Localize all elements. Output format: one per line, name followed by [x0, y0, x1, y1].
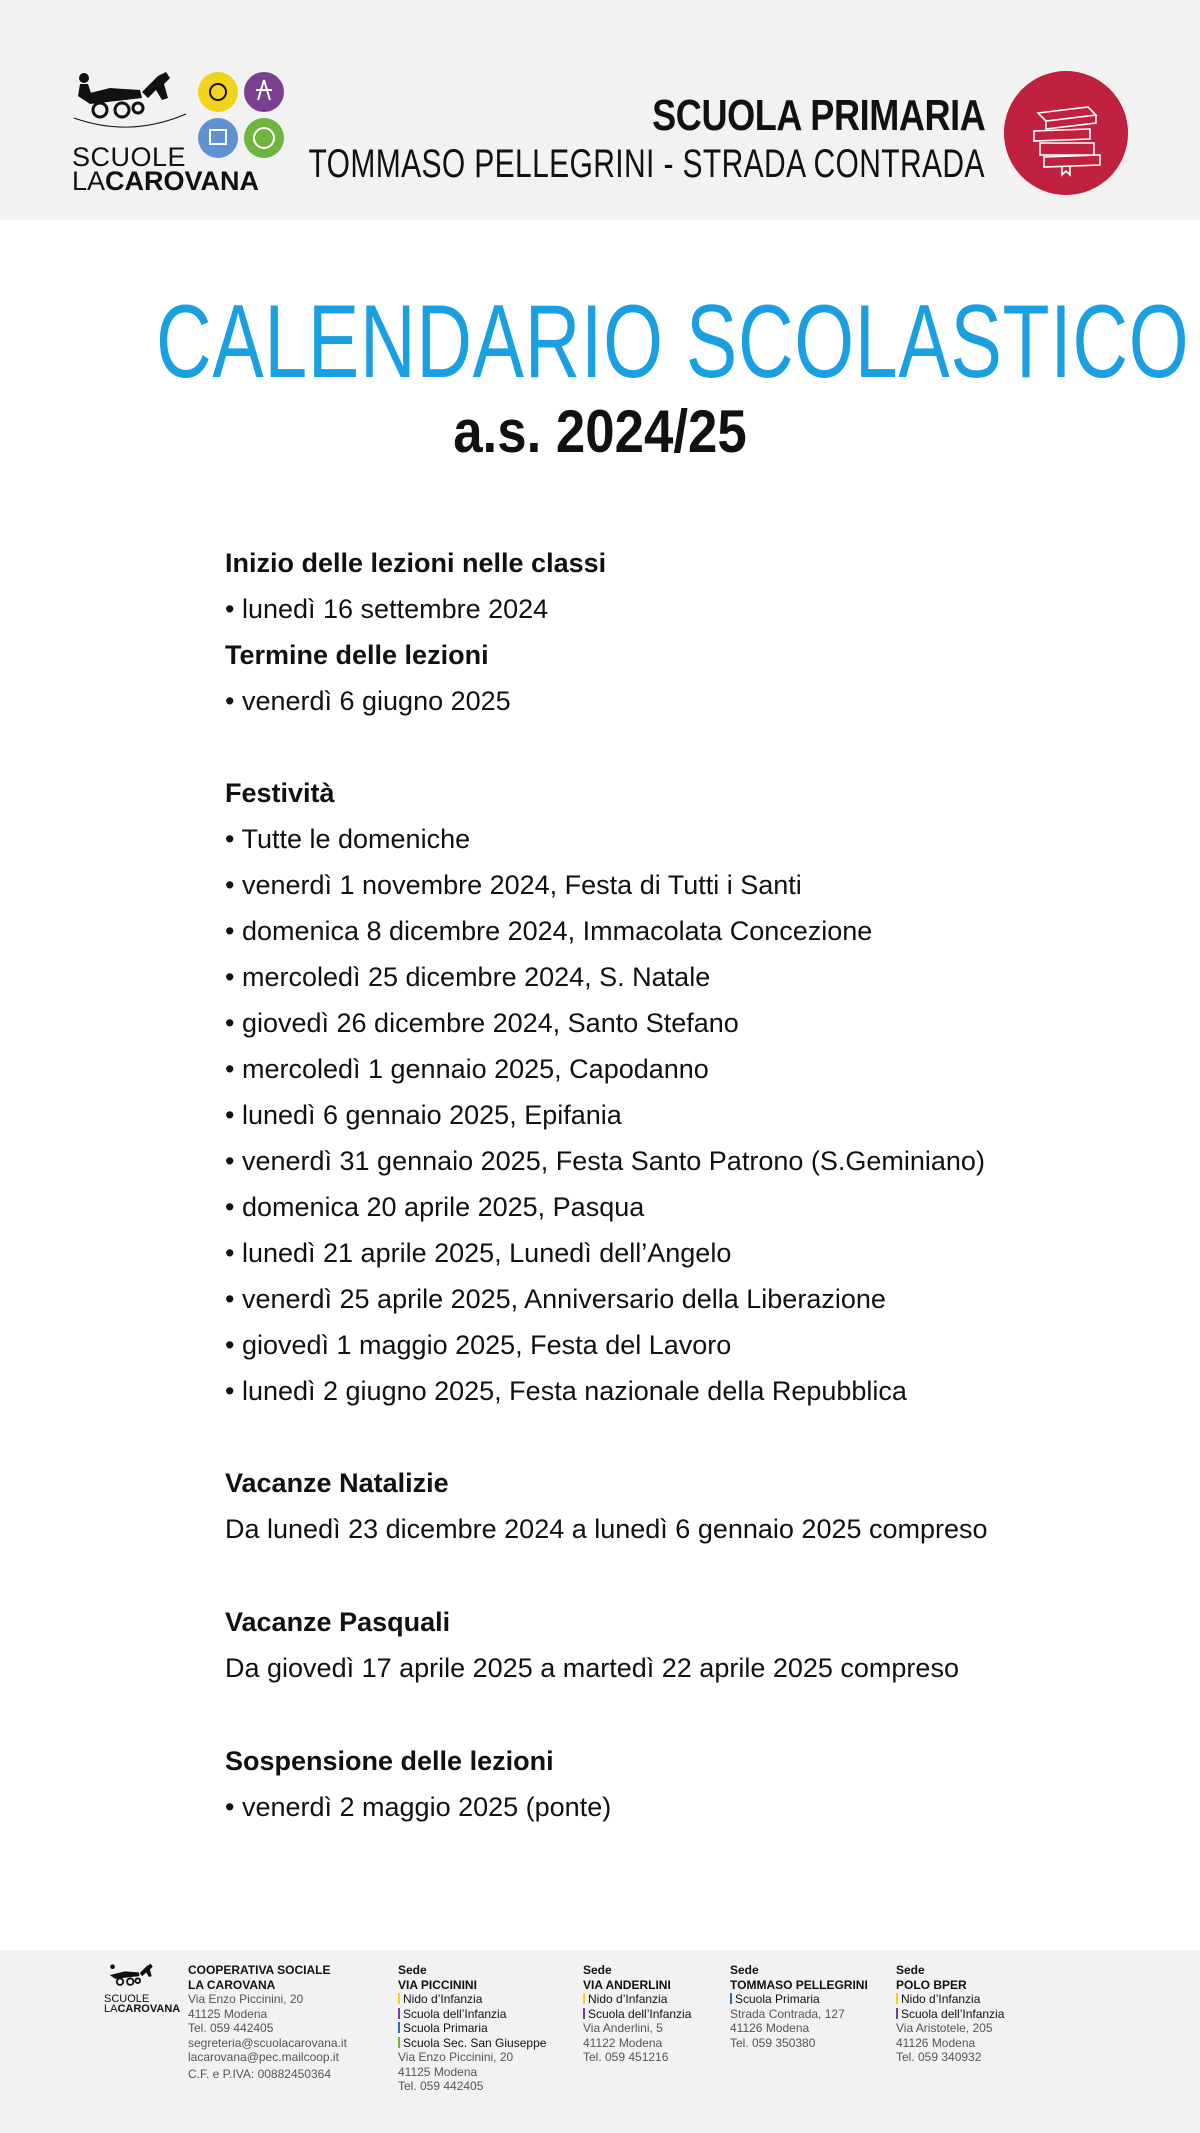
school-title: SCUOLA PRIMARIA	[651, 91, 985, 140]
sede-label: Sede	[896, 1963, 925, 1977]
section-heading-inizio: Inizio delle lezioni nelle classi	[225, 548, 607, 578]
list-item: • venerdì 25 aprile 2025, Anniversario della Liberazione	[225, 1284, 886, 1314]
section-heading-sospensione: Sospensione delle lezioni	[225, 1746, 554, 1776]
school-item: Scuola Sec. San Giuseppe	[398, 2036, 546, 2051]
section-heading-natalizie: Vacanze Natalizie	[225, 1468, 449, 1498]
carovana-cart-icon	[70, 68, 190, 132]
coop-name: COOPERATIVA SOCIALE	[188, 1963, 331, 1977]
footer	[0, 1950, 1200, 2133]
school-item: Nido d’Infanzia	[398, 1992, 546, 2007]
phone: Tel. 059 442405	[188, 2021, 274, 2035]
footer-sede-pellegrini	[730, 1963, 868, 2050]
list-item: • venerdì 1 novembre 2024, Festa di Tutti i Santi	[225, 870, 802, 900]
footer-logo	[100, 1962, 180, 2022]
school-year: a.s. 2024/25	[453, 398, 747, 465]
vat-number: C.F. e P.IVA: 00882450364	[188, 2066, 331, 2081]
page-title: CALENDARIO SCOLASTICO	[156, 284, 1190, 400]
list-item: • giovedì 1 maggio 2025, Festa del Lavoro	[225, 1330, 732, 1360]
school-item: Scuola dell’Infanzia	[583, 2007, 691, 2022]
logo-line-2: LACAROVANA	[72, 166, 260, 196]
logo-line-1: SCUOLE	[72, 142, 187, 172]
address-line: 41126 Modena	[896, 2035, 976, 2050]
footer-sede-piccinini	[398, 1963, 546, 2094]
phone: Tel. 059 442405	[398, 2079, 484, 2093]
sede-name: VIA PICCININI	[398, 1977, 477, 1992]
footer-logo-line-2: LACAROVANA	[104, 2003, 181, 2015]
school-item: Scuola Primaria	[730, 1992, 868, 2007]
section-heading-termine: Termine delle lezioni	[225, 640, 489, 670]
sede-name: POLO BPER	[896, 1977, 967, 1992]
school-subtitle: TOMMASO PELLEGRINI - STRADA CONTRADA	[308, 142, 985, 186]
school-item: Scuola Primaria	[398, 2021, 546, 2036]
list-item: • lunedì 2 giugno 2025, Festa nazionale della Repubblica	[225, 1376, 907, 1406]
list-item: • domenica 20 aprile 2025, Pasqua	[225, 1192, 645, 1222]
list-item: • domenica 8 dicembre 2024, Immacolata Concezione	[225, 916, 873, 946]
school-item: Nido d’Infanzia	[896, 1992, 1004, 2007]
school-item: Scuola dell’Infanzia	[896, 2007, 1004, 2022]
calendar-content	[225, 540, 1105, 1830]
list-item: • lunedì 16 settembre 2024	[225, 594, 549, 624]
address-line: 41125 Modena	[188, 2006, 268, 2021]
footer-logo-line-1: SCUOLE	[104, 1993, 150, 2005]
phone: Tel. 059 340932	[896, 2050, 982, 2064]
address-line: 41122 Modena	[583, 2035, 663, 2050]
list-item: • venerdì 31 gennaio 2025, Festa Santo Patrono (S.Geminiano)	[225, 1146, 985, 1176]
section-heading-pasquali: Vacanze Pasquali	[225, 1607, 451, 1637]
sede-label: Sede	[730, 1963, 759, 1977]
sede-label: Sede	[398, 1963, 427, 1977]
list-item: • mercoledì 25 dicembre 2024, S. Natale	[225, 962, 711, 992]
list-item: • Tutte le domeniche	[225, 824, 471, 854]
list-item: • lunedì 6 gennaio 2025, Epifania	[225, 1100, 622, 1130]
footer-sede-anderlini	[583, 1963, 691, 2065]
address-line: Via Aristotele, 205	[896, 2021, 993, 2035]
coop-name: LA CAROVANA	[188, 1977, 276, 1992]
list-item: • venerdì 6 giugno 2025	[225, 686, 511, 716]
phone: Tel. 059 350380	[730, 2035, 816, 2050]
footer-sede-bper	[896, 1963, 1004, 2065]
address-line: Strada Contrada, 127	[730, 2006, 845, 2021]
list-item: • giovedì 26 dicembre 2024, Santo Stefano	[225, 1008, 739, 1038]
header	[0, 0, 1200, 220]
carovana-cart-icon	[106, 1962, 162, 1992]
scuole-la-carovana-logo	[68, 62, 290, 202]
section-text: Da lunedì 23 dicembre 2024 a lunedì 6 gennaio 2025 compreso	[225, 1514, 988, 1544]
sede-name: TOMMASO PELLEGRINI	[730, 1977, 868, 1992]
section-heading-festivita: Festività	[225, 778, 335, 808]
list-item: • mercoledì 1 gennaio 2025, Capodanno	[225, 1054, 709, 1084]
sede-name: VIA ANDERLINI	[583, 1977, 671, 1992]
list-item: • venerdì 2 maggio 2025 (ponte)	[225, 1792, 612, 1822]
email[interactable]: segreteria@scuolacarovana.it	[188, 2035, 347, 2050]
phone: Tel. 059 451216	[583, 2050, 669, 2064]
footer-coop	[188, 1963, 347, 2081]
address-line: 41126 Modena	[730, 2021, 810, 2035]
school-item: Scuola dell’Infanzia	[398, 2007, 546, 2022]
sede-label: Sede	[583, 1963, 612, 1977]
list-item: • lunedì 21 aprile 2025, Lunedì dell’Angelo	[225, 1238, 732, 1268]
school-item: Nido d’Infanzia	[583, 1992, 691, 2007]
address-line: Via Enzo Piccinini, 20	[188, 1992, 304, 2006]
pec-email[interactable]: lacarovana@pec.mailcoop.it	[188, 2050, 339, 2064]
books-icon	[1004, 71, 1128, 195]
address-line: Via Enzo Piccinini, 20	[398, 2050, 514, 2064]
school-levels-icons	[196, 70, 288, 162]
section-text: Da giovedì 17 aprile 2025 a martedì 22 aprile 2025 compreso	[225, 1653, 959, 1683]
address-line: 41125 Modena	[398, 2064, 478, 2079]
address-line: Via Anderlini, 5	[583, 2021, 663, 2035]
